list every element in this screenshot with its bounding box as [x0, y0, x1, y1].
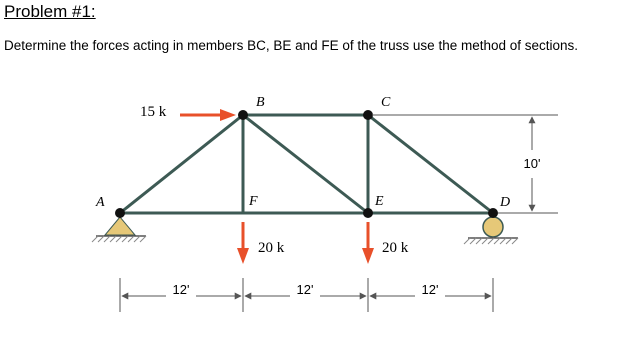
truss-members [120, 115, 493, 213]
joint-c [363, 110, 373, 120]
joint-e [363, 208, 373, 218]
load-15k [140, 104, 236, 121]
pin-support-a [92, 217, 146, 242]
load-20k-e-label: 20 k [382, 240, 409, 256]
load-20k-f [237, 222, 285, 264]
node-label-d: D [500, 195, 511, 210]
roller-support-d [464, 217, 518, 244]
member-ab [120, 115, 243, 213]
span-3-label: 12' [421, 282, 439, 297]
problem-heading: Problem #1: [4, 2, 96, 21]
node-label-f: F [249, 194, 258, 209]
load-20k-e [362, 222, 409, 264]
joint-b [238, 110, 248, 120]
load-15k-label: 15 k [140, 104, 167, 120]
node-label-a: A [96, 195, 105, 210]
span-1-label: 12' [172, 282, 190, 297]
node-label-b: B [256, 95, 265, 110]
joint-a [115, 208, 125, 218]
span-2-label: 12' [296, 282, 314, 297]
joint-d [488, 208, 498, 218]
height-label: 10' [523, 156, 541, 171]
load-20k-f-label: 20 k [258, 240, 285, 256]
member-cd [368, 115, 493, 213]
problem-statement: Determine the forces acting in members BC, BE and FE of the truss use the method of sections. [4, 38, 579, 53]
node-label-c: C [381, 95, 391, 110]
member-be [243, 115, 368, 213]
node-label-e: E [375, 194, 384, 209]
